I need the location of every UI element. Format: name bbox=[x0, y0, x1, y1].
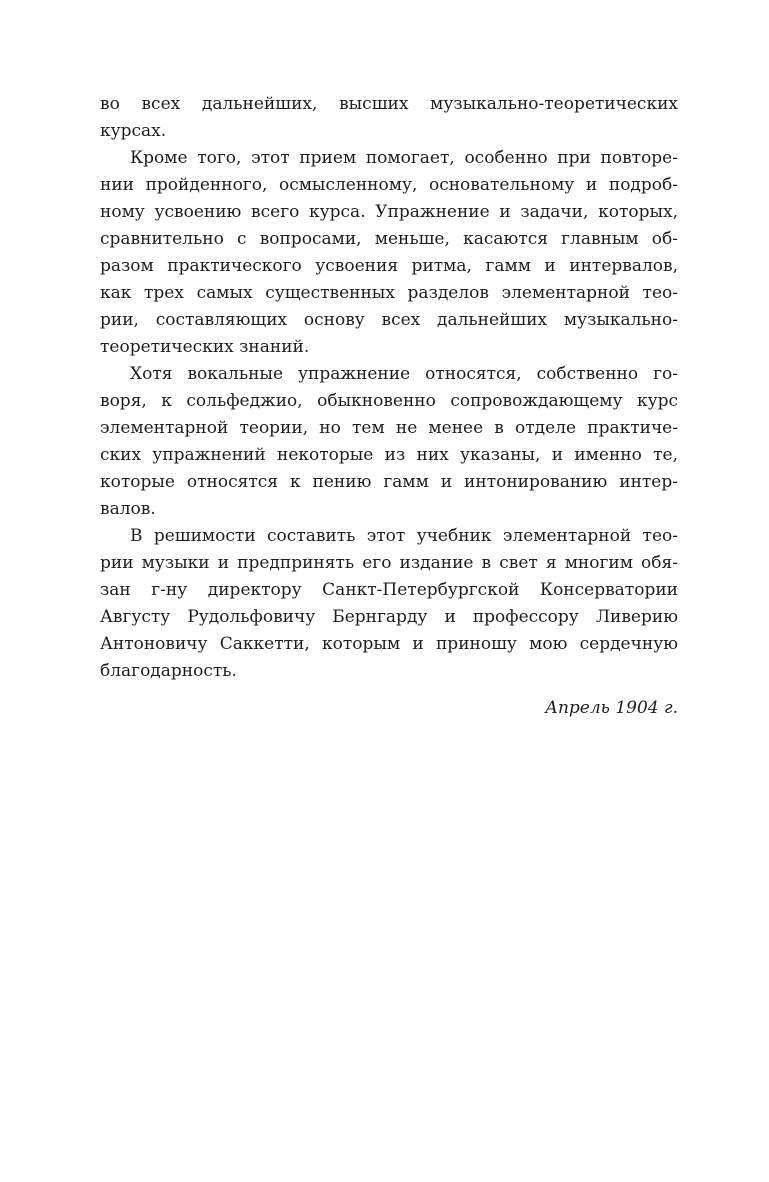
paragraph-3 bbox=[100, 361, 678, 523]
text-line: разом практического усвоения ритма, гамм и интервалов, bbox=[100, 256, 678, 276]
text-line: рии, составляющих основу всех дальнейших музыкально- bbox=[100, 310, 678, 330]
text-line: элементарной теории, но тем не менее в отделе практиче- bbox=[100, 418, 678, 438]
text-line: во всех дальнейших, высших музыкально-теоретических bbox=[100, 94, 678, 114]
text-line: курсах. bbox=[100, 121, 167, 141]
text-line: нии пройденного, осмысленному, основательному и подроб- bbox=[100, 175, 678, 195]
document-body bbox=[100, 91, 678, 722]
text-line: Августу Рудольфовичу Бернгарду и профессору Ливерию bbox=[100, 607, 678, 627]
text-line: которые относятся к пению гамм и интонированию интер- bbox=[100, 472, 678, 492]
text-line: ному усвоению всего курса. Упражнение и задачи, которых, bbox=[100, 202, 678, 222]
text-line: теоретических знаний. bbox=[100, 337, 310, 357]
text-line: Кроме того, этот прием помогает, особенно при повторе- bbox=[130, 148, 678, 168]
paragraph-2 bbox=[100, 145, 678, 361]
text-line: зан г-ну директору Санкт-Петербургской Консерватории bbox=[100, 580, 678, 600]
text-line: рии музыки и предпринять его издание в свет я многим обя- bbox=[100, 553, 678, 573]
text-line: валов. bbox=[100, 499, 156, 519]
paragraph-4 bbox=[100, 523, 678, 685]
text-line: воря, к сольфеджио, обыкновенно сопровождающему курс bbox=[100, 391, 678, 411]
text-line: Антоновичу Саккетти, которым и приношу мою сердечную bbox=[100, 634, 678, 654]
text-line: благодарность. bbox=[100, 661, 237, 681]
text-line: Хотя вокальные упражнение относятся, собственно го- bbox=[130, 364, 678, 384]
text-line: В решимости составить этот учебник элементарной тео- bbox=[130, 526, 678, 546]
text-line: сравнительно с вопросами, меньше, касаются главным об- bbox=[100, 229, 678, 249]
text-line: ских упражнений некоторые из них указаны, и именно те, bbox=[100, 445, 678, 465]
paragraph-1 bbox=[100, 91, 678, 145]
signature-date: Апрель 1904 г. bbox=[545, 698, 678, 718]
text-line: как трех самых существенных разделов элементарной тео- bbox=[100, 283, 678, 303]
